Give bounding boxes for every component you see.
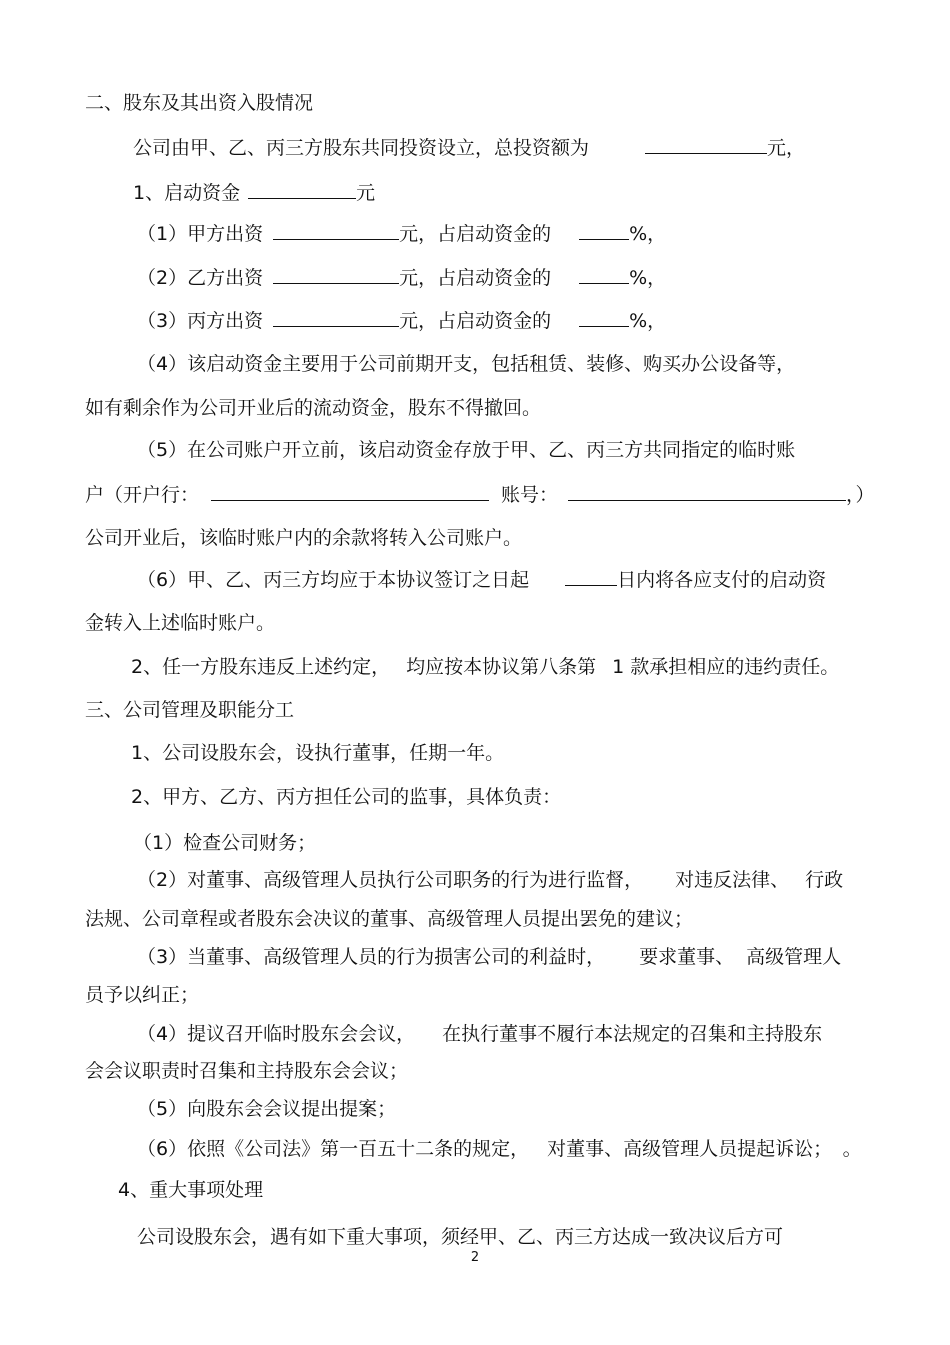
page-number: 2 — [470, 1250, 480, 1265]
party-a-label: （1）甲方出资 — [137, 223, 264, 245]
startup-capital-line — [133, 180, 375, 205]
party-c-amount-blank[interactable] — [273, 308, 399, 327]
duty-2-text-c: 行政 — [805, 869, 844, 891]
breach-text-a: 2、任一方股东违反上述约定， — [131, 656, 391, 678]
party-a-amount-blank[interactable] — [273, 221, 399, 240]
payment-deadline-text: （6）甲、乙、丙三方均应于本协议签订之日起 — [137, 569, 530, 591]
party-c-share-text: 元，占启动资金的 — [399, 310, 552, 332]
duty-2-line2: 法规、公司章程或者股东会决议的董事、高级管理人员提出罢免的建议； — [85, 908, 694, 930]
breach-text-c: 1 款承担相应的违约责任。 — [612, 656, 840, 678]
startup-usage-line1: （4）该启动资金主要用于公司前期开支，包括租赁、装修、购买办公设备等， — [137, 353, 796, 375]
investment-intro — [133, 135, 805, 160]
party-a-percent-sign: %， — [629, 223, 667, 245]
duty-6-text-c: 。 — [842, 1138, 862, 1160]
duty-5: （5）向股东会会议提出提案； — [137, 1098, 397, 1120]
startup-capital-label: 1、启动资金 — [133, 182, 241, 204]
payment-deadline-rest: 日内将各应支付的启动资 — [617, 569, 827, 591]
duty-2-text-a: （2）对董事、高级管理人员执行公司职务的行为进行监督， — [137, 869, 644, 891]
duty-3-text-c: 高级管理人 — [746, 946, 842, 968]
payment-deadline-line1 — [137, 567, 826, 592]
duty-4-text-b: 在执行董事不履行本法规定的召集和主持股东 — [442, 1023, 823, 1045]
party-b-amount-blank[interactable] — [273, 265, 399, 284]
account-number-blank[interactable] — [568, 482, 846, 501]
duty-6 — [137, 1137, 862, 1161]
section-3-title: 三、公司管理及职能分工 — [85, 699, 295, 721]
temp-account-line2 — [85, 482, 875, 507]
duty-4-line1 — [137, 1022, 822, 1046]
supervisor-item: 2、甲方、乙方、丙方担任公司的监事，具体负责： — [131, 786, 562, 808]
duty-2-text-b: 对违反法律、 — [675, 869, 790, 891]
shareholder-meeting-item: 1、公司设股东会，设执行董事，任期一年。 — [131, 742, 505, 764]
party-a-share-text: 元，占启动资金的 — [399, 223, 552, 245]
temp-account-line3: 公司开业后，该临时账户内的余款将转入公司账户。 — [85, 527, 523, 549]
startup-capital-unit: 元 — [356, 182, 376, 204]
duty-3-text-a: （3）当董事、高级管理人员的行为损害公司的利益时， — [137, 946, 606, 968]
party-b-contribution — [137, 265, 666, 290]
party-b-percent-blank[interactable] — [579, 265, 629, 284]
party-c-percent-sign: %， — [629, 310, 667, 332]
bank-name-blank[interactable] — [211, 482, 489, 501]
intro-unit: 元， — [767, 137, 806, 159]
duty-6-text-a: （6）依照《公司法》第一百五十二条的规定， — [137, 1138, 530, 1160]
duty-3-text-b: 要求董事、 — [639, 946, 735, 968]
breach-text-b: 均应按本协议第八条第 — [406, 656, 597, 678]
duty-3-line2: 员予以纠正； — [85, 984, 200, 1006]
duty-2-line1 — [137, 868, 843, 892]
startup-usage-line2: 如有剩余作为公司开业后的流动资金，股东不得撤回。 — [85, 397, 542, 419]
payment-deadline-line2: 金转入上述临时账户。 — [85, 612, 276, 634]
temp-account-line1: （5）在公司账户开立前，该启动资金存放于甲、乙、丙三方共同指定的临时账 — [137, 439, 796, 461]
breach-clause — [131, 655, 839, 679]
party-a-contribution — [137, 221, 666, 246]
duty-3-line1 — [137, 945, 841, 969]
party-c-percent-blank[interactable] — [579, 308, 629, 327]
party-a-percent-blank[interactable] — [579, 221, 629, 240]
bank-label: 户（开户行： — [85, 484, 200, 506]
intro-text: 公司由甲、乙、丙三方股东共同投资设立，总投资额为 — [133, 137, 590, 159]
major-matters-text: 公司设股东会，遇有如下重大事项，须经甲、乙、丙三方达成一致决议后方可 — [137, 1226, 784, 1248]
duty-1: （1）检查公司财务； — [133, 832, 317, 854]
party-b-percent-sign: %， — [629, 267, 667, 289]
party-b-share-text: 元，占启动资金的 — [399, 267, 552, 289]
party-c-label: （3）丙方出资 — [137, 310, 264, 332]
startup-capital-blank[interactable] — [248, 180, 356, 199]
duty-4-text-a: （4）提议召开临时股东会会议， — [137, 1023, 416, 1045]
account-label: 账号： — [501, 484, 559, 506]
payment-days-blank[interactable] — [565, 567, 617, 586]
account-line-end: ，） — [846, 484, 875, 506]
party-b-label: （2）乙方出资 — [137, 267, 264, 289]
section-2-title: 二、股东及其出资入股情况 — [85, 92, 314, 114]
party-c-contribution — [137, 308, 666, 333]
total-investment-blank[interactable] — [645, 135, 767, 154]
duty-6-text-b: 对董事、高级管理人员提起诉讼； — [547, 1138, 823, 1160]
major-matters-item: 4、重大事项处理 — [118, 1179, 264, 1201]
duty-4-line2: 会会议职责时召集和主持股东会会议； — [85, 1060, 409, 1082]
